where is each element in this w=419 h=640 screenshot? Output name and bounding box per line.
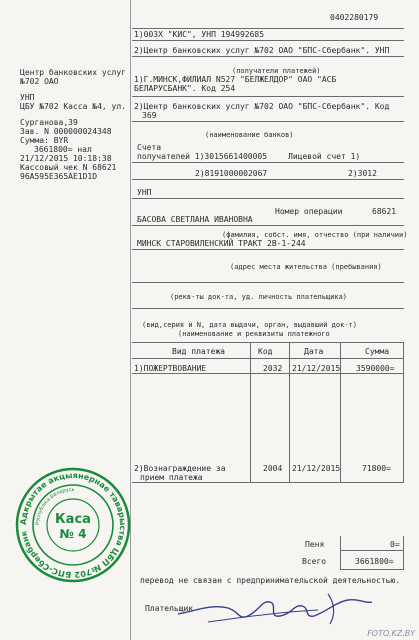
stamp-center-line1: Каса: [55, 512, 91, 527]
left-address: Сурганова,39: [20, 118, 78, 127]
left-bank-line2: №702 ОАО: [20, 77, 59, 86]
rule: [132, 198, 404, 199]
watermark: FOTO.KZ.BY: [367, 629, 415, 638]
table-top-rule: [132, 342, 404, 343]
recipients-caption: (получатели платежей): [232, 67, 321, 75]
accounts-label: Счета: [137, 143, 162, 152]
left-datetime: 21/12/2015 10:18:38: [20, 154, 112, 163]
payer-name: БАСОВА СВЕТЛАНА ИВАНОВНА: [137, 215, 253, 224]
address-caption: (адрес места жительства (пребывания): [230, 263, 382, 271]
recipient-2: 2)Центр банковских услуг №702 ОАО "БПС-Сбербанк". УНП: [134, 46, 390, 55]
recipient-bank-1b: БЕЛАРУСБАНК". Код 254: [134, 84, 236, 93]
rule: [132, 162, 404, 163]
account-2-right: 2)3012: [348, 169, 377, 178]
stamp-center-line2: № 4: [59, 527, 87, 541]
stamp-ring-text: Адкрытае акцыянернае таварыства ЦБП №702 БПС-Сбербанк: [18, 470, 128, 580]
recipient-bank-1a: 1)Г.МИНСК,ФИЛИАЛ N527 "БЕЛЖЕЛДОР" ОАО "АСБ: [134, 75, 337, 84]
row2-sum: 71800=: [362, 464, 391, 473]
doc-number: 0402280179: [330, 13, 379, 22]
rule: [132, 179, 404, 180]
table-col-rule: [403, 342, 404, 482]
rule: [132, 96, 404, 97]
rule: [132, 56, 404, 57]
table-row-rule: [132, 373, 404, 374]
left-sum: 3661800= нал: [34, 145, 92, 154]
cashier-stamp: [14, 466, 132, 584]
recipient-1: 1)003Х "КИС", УНП 194992685: [134, 30, 265, 39]
table-header-rule: [132, 358, 404, 359]
penalty-label: Пеня: [305, 540, 325, 549]
operation-number-label: Номер операции: [275, 207, 343, 216]
row2-type-b: прием платежа: [140, 473, 203, 482]
row1-sum: 3590000=: [356, 364, 395, 373]
total-label: Всего: [302, 557, 327, 566]
col-header-code: Код: [258, 347, 273, 356]
totals-rule: [340, 550, 404, 551]
account-2: 2)8191000002067: [195, 169, 268, 178]
rule: [132, 225, 404, 226]
table-col-rule: [340, 342, 341, 482]
personal-account: Лицевой счет 1): [288, 152, 361, 161]
left-sum-label: Сумма: BYR: [20, 136, 69, 145]
col-header-date: Дата: [304, 347, 324, 356]
col-header-type: Вид платежа: [172, 347, 225, 356]
table-bottom-rule: [132, 482, 404, 483]
payer-signature-label: Плательщик: [145, 604, 194, 613]
unp-label: УНП: [137, 188, 152, 197]
row1-type: 1)ПОЖЕРТВОВАНИЕ: [134, 364, 207, 373]
rule: [132, 40, 404, 41]
rule: [132, 282, 404, 283]
operation-number: 68621: [372, 207, 397, 216]
business-note: перевод не связан с предпринимательской деятельностью.: [140, 576, 401, 585]
recipient-bank-2b: 369: [142, 111, 157, 120]
document-caption-2: (наименование и реквизиты платежного: [178, 330, 330, 338]
payer-address: МИНСК СТАРОВИЛЕНСКИЙ ТРАКТ 2В-1-244: [137, 239, 306, 248]
totals-rule: [340, 536, 341, 570]
left-bank-line1: Центр банковских услуг: [20, 68, 126, 77]
left-kassa: ЦБУ №702 Касса №4, ул.: [20, 102, 126, 111]
totals-rule: [340, 569, 404, 570]
totals-rule: [403, 536, 404, 570]
rule: [132, 121, 404, 122]
total-value: 3661800=: [355, 557, 394, 566]
document-caption-1: (вид,серия и N, дата выдачи, орган, выдавший док-т): [142, 321, 357, 329]
rule: [132, 308, 404, 309]
row2-type-a: 2)Вознаграждение за: [134, 464, 226, 473]
left-hash: 96A595E365AE1D1D: [20, 172, 98, 181]
recipient-bank-2a: 2)Центр банковских услуг №702 ОАО "БПС-Сбербанк". Код: [134, 102, 390, 111]
account-1: получателей 1)3015661400005: [137, 152, 268, 161]
payer-signature: [168, 582, 378, 632]
col-header-sum: Сумма: [365, 347, 390, 356]
penalty-value: 0=: [390, 540, 400, 549]
banks-caption: (наименование банков): [205, 131, 294, 139]
fio-caption: (фамилия, собст. имя, отчество (при наличии): [222, 231, 408, 239]
left-unp: УНП: [20, 93, 35, 102]
row2-date: 21/12/2015: [292, 464, 341, 473]
left-check-number: Кассовый чек N 68621: [20, 163, 117, 172]
rule: [132, 249, 404, 250]
left-serial: Зав. N 000000024348: [20, 127, 112, 136]
row1-code: 2032: [263, 364, 283, 373]
stamp-inner-text: Рэспубліка Беларусь: [34, 486, 75, 526]
table-col-rule: [289, 342, 290, 482]
row2-code: 2004: [263, 464, 283, 473]
id-document-caption: (рекв-ты док-та, уд. личность плательщика): [170, 293, 348, 301]
row1-date: 21/12/2015: [292, 364, 341, 373]
rule: [132, 28, 404, 29]
table-col-rule: [250, 342, 251, 482]
